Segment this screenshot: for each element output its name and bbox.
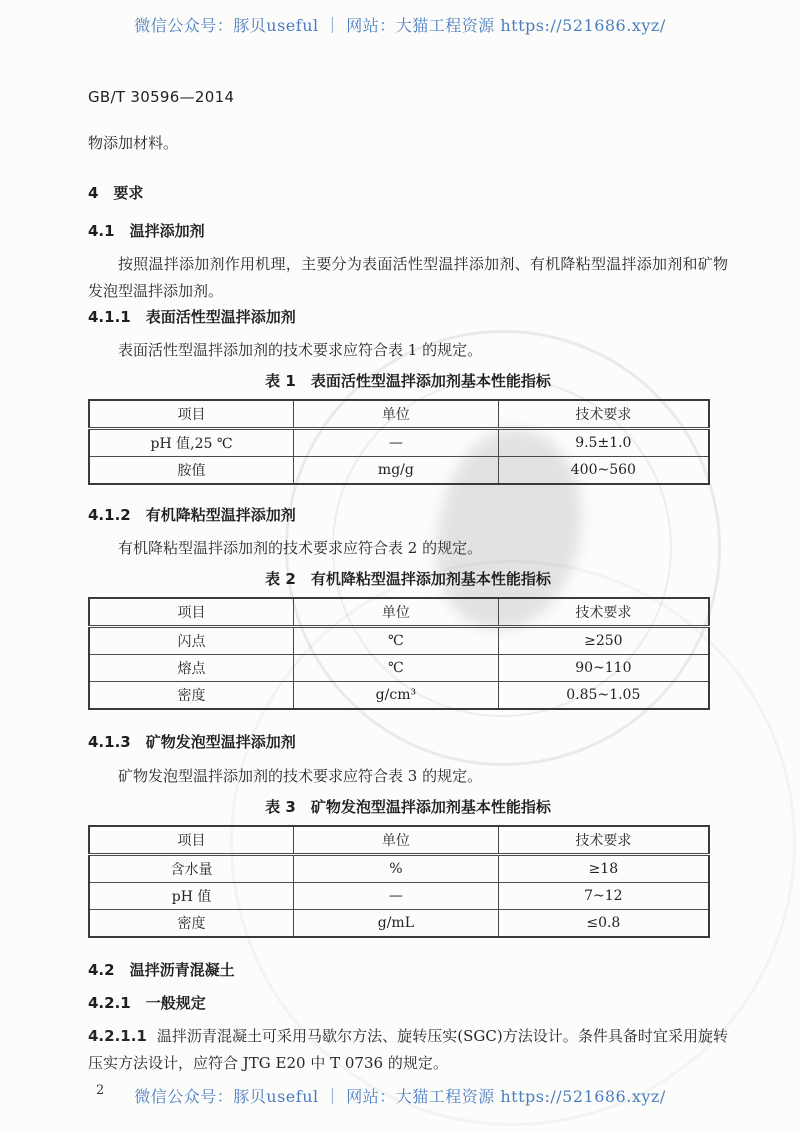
clause-number: 4.2.1.1 <box>88 1027 147 1045</box>
table-cell: 0.85~1.05 <box>498 682 709 710</box>
table-cell: g/mL <box>294 910 499 938</box>
para-4-1-1: 表面活性型温拌添加剂的技术要求应符合表 1 的规定。 <box>118 341 483 359</box>
table-header-cell: 项目 <box>89 400 294 429</box>
table-row <box>89 429 709 457</box>
standard-code: GB/T 30596—2014 <box>88 88 235 106</box>
table-2-caption: 表 2 有机降粘型温拌添加剂基本性能指标 <box>265 570 551 588</box>
para-4-1-3: 矿物发泡型温拌添加剂的技术要求应符合表 3 的规定。 <box>118 767 483 785</box>
table-2-header-row <box>89 598 709 627</box>
table-row <box>89 855 709 883</box>
table-cell: pH 值 <box>89 883 294 910</box>
table-cell: 7~12 <box>498 883 709 910</box>
table-1 <box>88 399 710 485</box>
table-cell: 9.5±1.0 <box>498 429 709 457</box>
promo-banner-top: 微信公众号：豚贝useful ｜ 网站：大猫工程资源 https://521686.xyz/ <box>134 16 666 35</box>
table-header-cell: 项目 <box>89 826 294 855</box>
table-header-cell: 技术要求 <box>498 598 709 627</box>
table-header-cell: 单位 <box>294 400 499 429</box>
table-row <box>89 682 709 710</box>
heading-4-1-warm-mix-additive: 4.1 温拌添加剂 <box>88 222 205 240</box>
para-4-1: 按照温拌添加剂作用机理，主要分为表面活性型温拌添加剂、有机降粘型温拌添加剂和矿物发泡型温拌添加剂。 <box>88 255 728 300</box>
table-header-cell: 单位 <box>294 598 499 627</box>
table-row <box>89 883 709 910</box>
promo-banner-bottom: 微信公众号：豚贝useful ｜ 网站：大猫工程资源 https://521686.xyz/ <box>134 1087 666 1106</box>
heading-4-2-1-general-provisions: 4.2.1 一般规定 <box>88 994 206 1012</box>
table-cell: ≥250 <box>498 627 709 655</box>
table-3-header-row <box>89 826 709 855</box>
table-1-caption: 表 1 表面活性型温拌添加剂基本性能指标 <box>265 372 551 390</box>
intro-fragment: 物添加材料。 <box>88 134 179 152</box>
table-cell: 密度 <box>89 910 294 938</box>
table-cell: ℃ <box>294 627 499 655</box>
table-2 <box>88 597 710 710</box>
table-1-header-row <box>89 400 709 429</box>
clause-text: 温拌沥青混凝土可采用马歇尔方法、旋转压实(SGC)方法设计。条件具备时宜采用旋转压实方法设计，应符合 JTG E20 中 T 0736 的规定。 <box>88 1027 728 1072</box>
table-cell: mg/g <box>294 457 499 485</box>
heading-4-1-2-organic-viscosity-type: 4.1.2 有机降粘型温拌添加剂 <box>88 506 296 524</box>
para-4-2-1-1 <box>88 1023 728 1077</box>
table-cell: 含水量 <box>89 855 294 883</box>
table-row <box>89 655 709 682</box>
heading-4-2-warm-mix-asphalt-concrete: 4.2 温拌沥青混凝土 <box>88 961 235 979</box>
table-cell: pH 值,25 ℃ <box>89 429 294 457</box>
table-cell: 胺值 <box>89 457 294 485</box>
table-cell: 熔点 <box>89 655 294 682</box>
heading-4-1-1-surfactant-type: 4.1.1 表面活性型温拌添加剂 <box>88 308 296 326</box>
table-header-cell: 项目 <box>89 598 294 627</box>
table-row <box>89 457 709 485</box>
page-content <box>88 88 728 1098</box>
para-4-1-2: 有机降粘型温拌添加剂的技术要求应符合表 2 的规定。 <box>118 539 483 557</box>
table-3 <box>88 825 710 938</box>
table-cell: ℃ <box>294 655 499 682</box>
table-cell: % <box>294 855 499 883</box>
table-cell: — <box>294 883 499 910</box>
table-cell: — <box>294 429 499 457</box>
table-cell: 密度 <box>89 682 294 710</box>
table-cell: ≤0.8 <box>498 910 709 938</box>
table-3-caption: 表 3 矿物发泡型温拌添加剂基本性能指标 <box>265 798 551 816</box>
table-cell: g/cm³ <box>294 682 499 710</box>
table-row <box>89 910 709 938</box>
table-header-cell: 单位 <box>294 826 499 855</box>
table-header-cell: 技术要求 <box>498 400 709 429</box>
heading-4-requirements: 4 要求 <box>88 184 144 202</box>
table-cell: 闪点 <box>89 627 294 655</box>
table-cell: 90~110 <box>498 655 709 682</box>
table-cell: 400~560 <box>498 457 709 485</box>
page-number: 2 <box>96 1083 105 1098</box>
table-header-cell: 技术要求 <box>498 826 709 855</box>
heading-4-1-3-mineral-foaming-type: 4.1.3 矿物发泡型温拌添加剂 <box>88 733 296 751</box>
table-cell: ≥18 <box>498 855 709 883</box>
table-row <box>89 627 709 655</box>
